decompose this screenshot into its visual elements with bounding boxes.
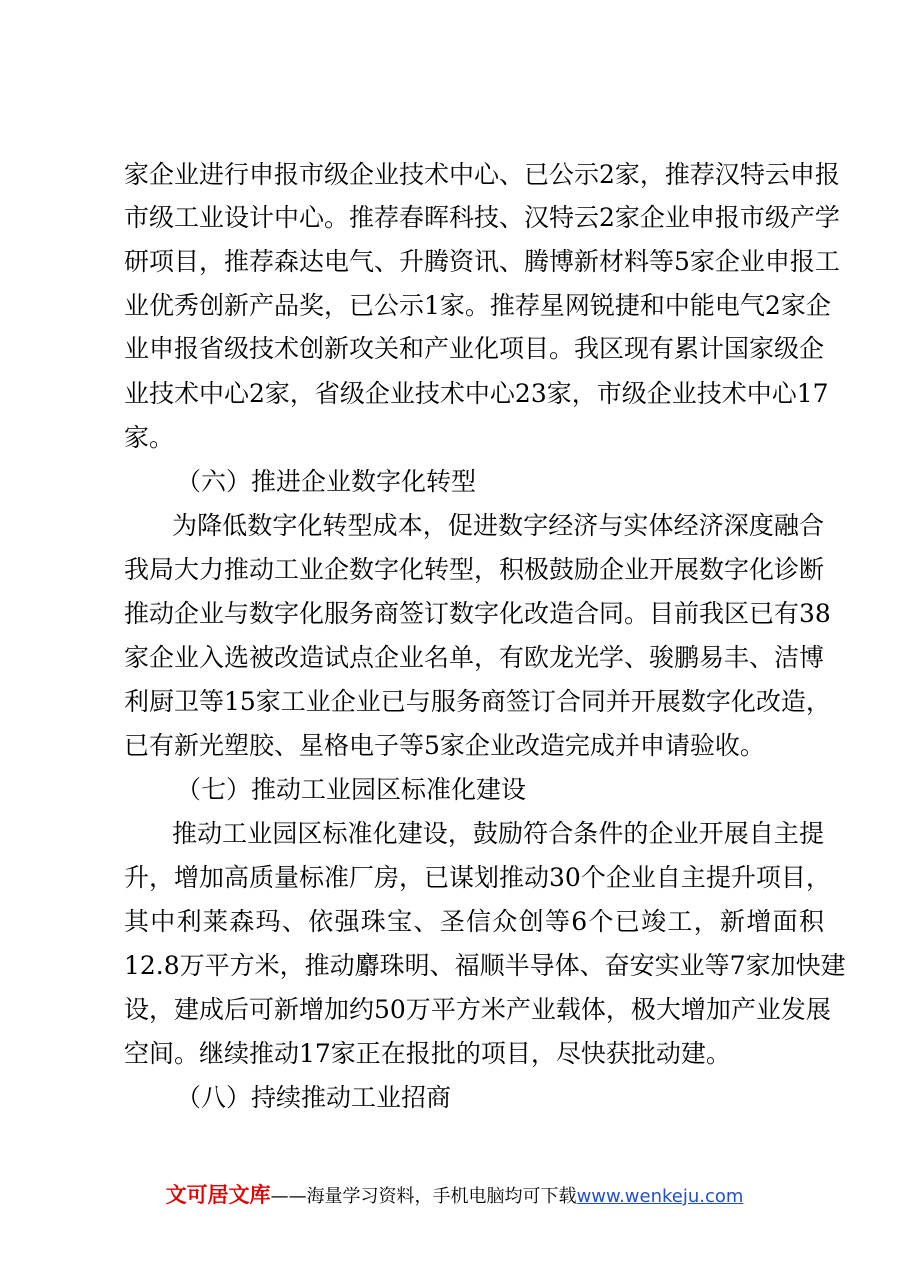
body-text-line: 推动企业与数字化服务商签订数字化改造合同。目前我区已有38: [124, 599, 831, 628]
section-heading: （八）持续推动工业招商: [176, 1083, 452, 1112]
body-text-line: 我局大力推动工业企数字化转型，积极鼓励企业开展数字化诊断: [124, 555, 825, 584]
body-text-line: 研项目，推荐森达电气、升腾资讯、腾博新材料等5家企业申报工: [124, 247, 840, 276]
footer-link[interactable]: www.wenkeju.com: [576, 1186, 744, 1207]
footer-tagline: ——海量学习资料，手机电脑均可下载: [270, 1186, 577, 1207]
body-text-line: 业申报省级技术创新攻关和产业化项目。我区现有累计国家级企: [124, 334, 825, 363]
body-text-line: 利厨卫等15家工业企业已与服务商签订合同并开展数字化改造，: [124, 687, 831, 716]
body-text-line: 业优秀创新产品奖，已公示1家。推荐星网锐捷和中能电气2家企: [124, 291, 831, 320]
body-text-line: 业技术中心2家，省级企业技术中心23家，市级企业技术中心17: [124, 379, 829, 408]
footer-brand: 文可居文库: [165, 1183, 271, 1207]
body-text-line: 家。: [124, 423, 175, 452]
body-text-line: 升，增加高质量标准厂房，已谋划推动30个企业自主提升项目，: [124, 863, 831, 892]
body-text-line: 为降低数字化转型成本，促进数字经济与实体经济深度融合: [172, 511, 824, 540]
body-text-line: 市级工业设计中心。推荐春晖科技、汉特云2家企业申报市级产学: [124, 203, 840, 232]
body-text-line: 空间。继续推动17家正在报批的项目，尽快获批动建。: [124, 1039, 731, 1068]
body-text-line: 家企业入选被改造试点企业名单，有欧龙光学、骏鹏易丰、洁博: [124, 643, 825, 672]
section-heading: （七）推动工业园区标准化建设: [176, 775, 527, 804]
body-text-line: 设，建成后可新增加约50万平方米产业载体，极大增加产业发展: [124, 995, 831, 1024]
body-text-line: 家企业进行申报市级企业技术中心、已公示2家，推荐汉特云申报: [124, 160, 840, 189]
body-text-line: 其中利莱森玛、依强珠宝、圣信众创等6个已竣工，新增面积: [124, 907, 824, 936]
body-text-line: 12.8万平方米，推动麝珠明、福顺半导体、奋安实业等7家加快建: [124, 951, 846, 980]
footer-banner: [0, 1182, 909, 1210]
body-text-line: 已有新光塑胶、星格电子等5家企业改造完成并申请验收。: [124, 731, 765, 760]
section-heading: （六）推进企业数字化转型: [176, 467, 477, 496]
body-text-line: 推动工业园区标准化建设，鼓励符合条件的企业开展自主提: [172, 819, 824, 848]
